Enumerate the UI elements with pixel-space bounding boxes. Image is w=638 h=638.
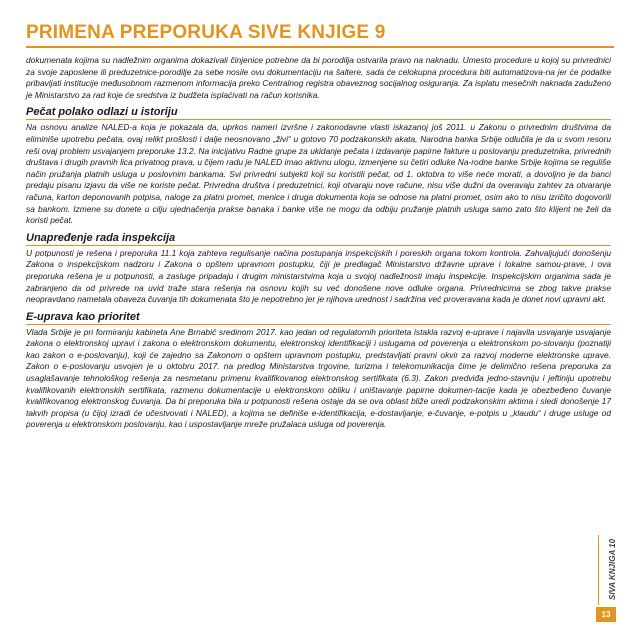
section-divider [26,324,611,325]
section-body: U potpunosti je rešena i preporuka 11.1 koja zahteva regulisanje načina postupanja inspekcijskih i poreskih organa tokom kontrola. Zahvaljujući donošenju Zakona o inspekcijskom nadzoru i Zakona o opštem upravnom postupku, čiji je predlagač Ministarstvo državne uprave i lokalne samou-prave, i ova preporuka rešena je u potpunosti, a zasluge pripadaju i drugim ministarstvima koja u svojoj nadležnosti imaju inspekcije. Inspekcijskim organima sada je zabranjeno da od privrede na uvid traže stara rešenja na osnovu kojih su već donošene nove odluke organa. Privrednicima se zbog takve prakse neopravdano nametala obaveza čuvanja tih dokumenata što je nepotrebno jer je njihova urednost i sadržina već proveravana kada je donet novi upravni akt. [26,247,611,305]
section-e-uprava [26,310,611,431]
section-heading: Unapređenje rada inspekcija [26,231,176,244]
section-inspekcije [26,231,611,306]
section-body: Na osnovu analize NALED-a koja je pokazala da, uprkos nameri izvršne i zakonodavne vlasti iskazanoj još 2011. u Zakonu o privrednim društvima da eliminiše upotrebu pečata, ovaj relikt prošlosti i dalje neosnovano „živi“ u gotovo 70 podzakonskih akata, Narodna banka Srbije odlučila je da u svom resoru reši ovaj problem usvajanjem preporuke 13.2. Na inicijativu Radne grupe za ukidanje pečata i izdavanje papirne fakture u poslovanju preduzetnika, privrednih društava i drugih pravnih lica privatnog prava, u čijem radu je NALED imao aktivnu ulogu, izmenjene su četiri odluke Na-rodne banke Srbije kojima se reguliše način pružanja platnih usluga u poslovnim bankama. Svi privredni subjekti koji su koristili pečat, od 1. oktobra to više neće morati, a dovoljno je da banci predaju pisanu izjavu da više ne koriste pečat. Privredna društva i preduzetnici, koji otvaraju nove račune, nisu više dužni da overavaju zahtev za otvaranje računa, karton deponovanih potpisa, naloge za platni promet, menice i druga dokumenta koja se odnose na platni promet, osim ako to nisu izričito dogovorili sa bankom. Izmene su donete u cilju ujednačenja prakse banaka i banke više ne mogu da odbiju pružanje platnih usluga samo zato što klijent ne želi da koristi pečat. [26,122,611,226]
section-heading: E-uprava kao prioritet [26,310,140,323]
section-heading: Pečat polako odlazi u istoriju [26,106,178,119]
sidebar-label: SIVA KNJIGA 10 [608,538,617,600]
section-pecat [26,105,611,226]
sidebar-divider [598,535,599,605]
section-body: Vlada Srbije je pri formiranju kabineta Ane Brnabić sredinom 2017. kao jedan od regulatornih prioriteta istakla razvoj e-uprave i najavila usvajanje usvajanje zakona o elektronskoj upravi i zakona o elektronskom dokumentu, elektronskoj identifikaciji i uslugama od poverenja u elektronskom po-slovanju (poznatiji kao zakon o e-poslovanju), koji će zajedno sa Zakonom o opštem upravnom postupku, predstavljati pravni okvir za razvoj moderne elektronske uprave. Zakon o e-poslovanju usvojen je u oktobru 2017. na predlog Ministarstva trgovine, turizma i telekomunikacija čime je delimično rešena preporuka za usaglašavanje tehnološkog rešenja za nesmetanu primenu kvalifikovanog elektronskog sertifikata (6.3). Zakon predviđa jedno-stavniju i jeftiniju upotrebu kvalifikovanih elektronskih sertifikata, razmenu dokumentacije u elektronskom obliku i uništavanje papirne dokumen-tacije kada je obezbeđeno čuvanje kvalifikovanog elektronskog čuvanja. Da bi preporuka bila u potpunosti rešena ostaje da se ova oblast bliže uredi podzakonskim aktima i sledi donošenje 17 takvih propisa (u čijoj izradi će učestvovati i NALED), a kojima se definiše e-identifikacija, e-dostavljanje, e-čuvanje, e-potpis u „klaudu“ i druge usluge od poverenja u elektronskom poslovanju, kao i uspostavljanje mreže pružalaca usluga od poverenja. [26,326,611,430]
section-divider [26,119,611,120]
page-number-badge: 13 [596,607,616,622]
document-body [26,55,611,431]
intro-paragraph: dokumenata kojima su nadležnim organima dokazivali činjenice potrebne da bi porodilja ostvarila pravo na naknadu. Umesto procedure u kojoj su privrednici za svoje zaposlene ili preduzetnice-porodilje za sebe nosile ovu dokumentaciju na šaltere, sada će celokupna procedura biti automatizova-na jer će podatke pribavljati institucije međusobnom razmenom informacija preko Centralnog registra obaveznog socijalnog osiguranja. Za isplatu mesečnih naknada zaduženo je Ministarstvo za rad koje će sredstva iz budžeta isplaćivati na račun korisnika. [26,55,611,100]
title-divider [26,46,614,48]
section-divider [26,245,611,246]
page-title: PRIMENA PREPORUKA SIVE KNJIGE 9 [26,22,386,43]
